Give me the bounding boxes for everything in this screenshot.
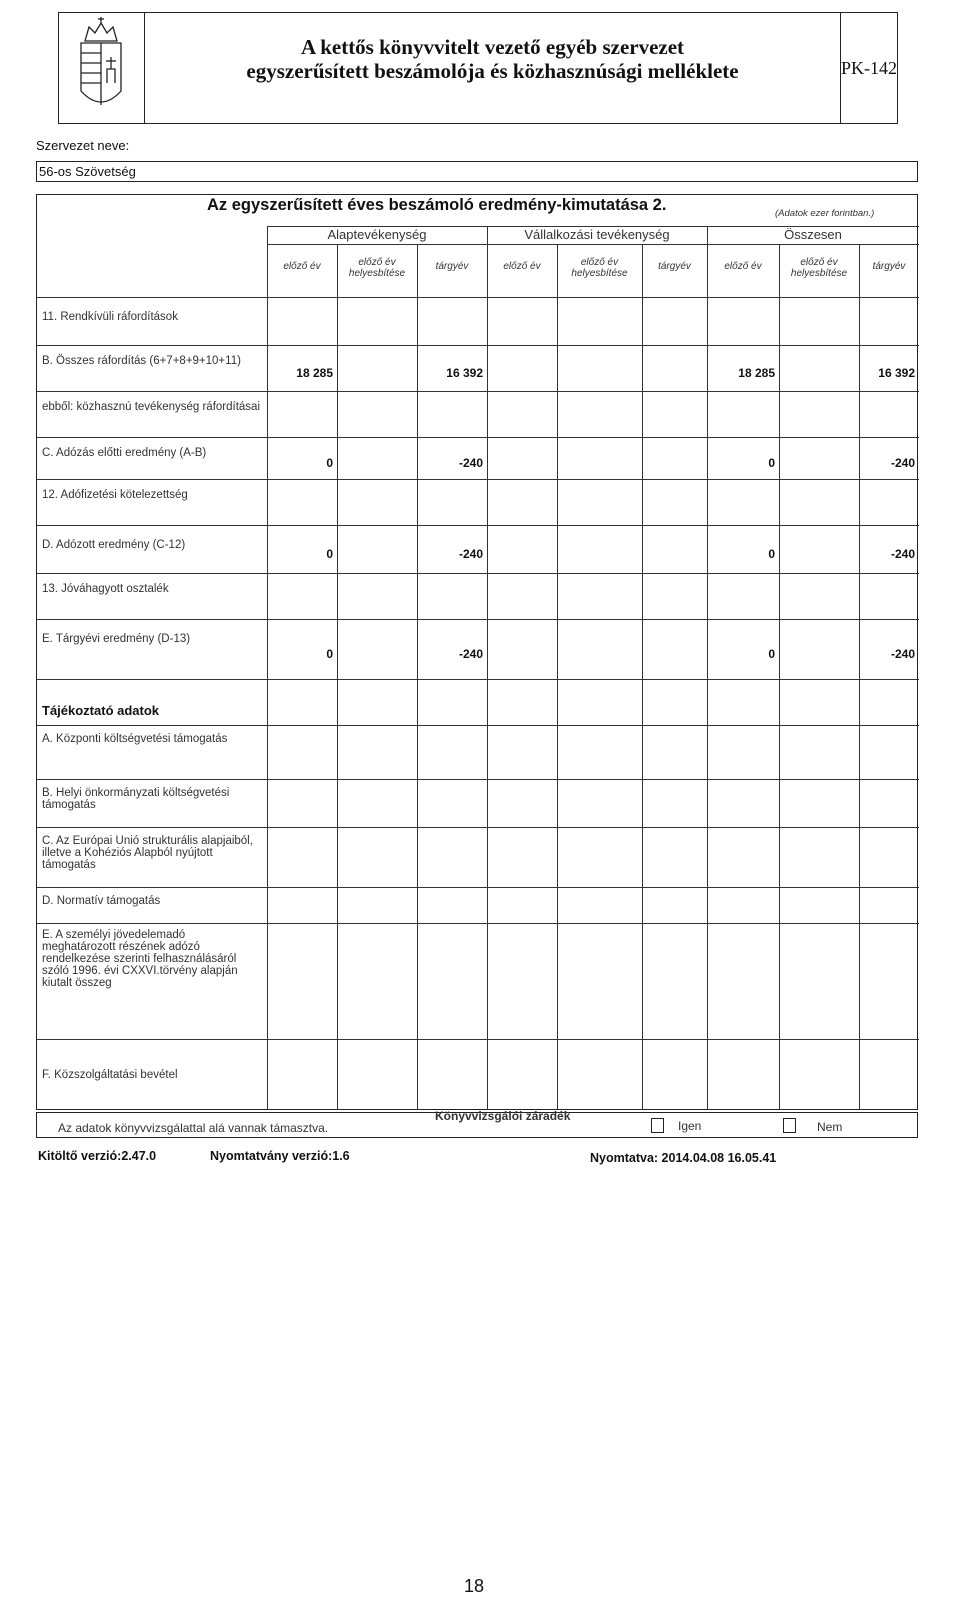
row-separator xyxy=(37,479,919,480)
no-label: Nem xyxy=(817,1120,843,1134)
info-row-label: E. A személyi jövedelemadó meghatározott részének adózó rendelkezése szerinti felhasználásáról szóló 1996. évi CXXVI.törvény alapján kiutalt összeg xyxy=(42,929,238,989)
row-label: 11. Rendkívüli ráfordítások xyxy=(42,311,178,323)
info-row-label: C. Az Európai Unió strukturális alapjaiból, illetve a Kohéziós Alapból nyújtott támogatás xyxy=(42,835,253,871)
column-divider xyxy=(267,226,268,1110)
value-cell[interactable]: 0 xyxy=(768,456,775,470)
row-separator xyxy=(37,887,919,888)
form-title-line2: egyszerűsített beszámolója és közhasznúsági melléklete xyxy=(246,59,739,83)
value-cell[interactable]: -240 xyxy=(458,456,483,470)
no-checkbox[interactable] xyxy=(783,1118,796,1133)
row-separator xyxy=(37,1039,919,1040)
value-cell[interactable]: 0 xyxy=(768,547,775,561)
row-separator xyxy=(37,525,919,526)
info-section-title: Tájékoztató adatok xyxy=(42,703,160,718)
row-separator xyxy=(37,573,919,574)
row-separator xyxy=(37,679,919,680)
row-separator xyxy=(37,827,919,828)
subcolumn-header: előző év helyesbítése xyxy=(348,257,406,279)
subcolumn-header: tárgyév xyxy=(435,261,469,272)
subcolumn-header: előző év xyxy=(503,261,541,272)
row-separator xyxy=(37,923,919,924)
row-label: B. Összes ráfordítás (6+7+8+9+10+11) xyxy=(42,355,241,367)
audit-title: Könyvvizsgálói záradék xyxy=(435,1109,571,1123)
form-version: Nyomtatvány verzió:1.6 xyxy=(210,1149,350,1163)
column-divider xyxy=(707,226,708,1110)
yes-label: Igen xyxy=(678,1119,702,1133)
row-separator xyxy=(37,391,919,392)
form-code: PK-142 xyxy=(841,57,898,78)
column-divider xyxy=(859,244,860,1110)
info-row-label: D. Normatív támogatás xyxy=(42,895,161,907)
subcolumn-header: tárgyév xyxy=(658,261,691,272)
value-cell[interactable]: -240 xyxy=(890,647,915,661)
value-cell[interactable]: -240 xyxy=(890,547,915,561)
group-header-business: Vállalkozási tevékenység xyxy=(524,227,670,242)
value-cell[interactable]: 16 392 xyxy=(878,366,915,380)
subcolumn-header: előző év xyxy=(724,261,762,272)
subcolumn-header: előző év xyxy=(283,261,321,272)
row-label: E. Tárgyévi eredmény (D-13) xyxy=(42,633,191,645)
value-cell[interactable]: 18 285 xyxy=(296,366,333,380)
value-cell[interactable]: 0 xyxy=(326,547,333,561)
yes-checkbox[interactable] xyxy=(651,1118,664,1133)
info-row-label: B. Helyi önkormányzati költségvetési támogatás xyxy=(42,787,230,811)
value-cell[interactable]: 18 285 xyxy=(738,366,775,380)
row-label: D. Adózott eredmény (C-12) xyxy=(42,539,186,551)
organization-label: Szervezet neve: xyxy=(36,138,130,153)
form-header xyxy=(58,12,898,124)
column-divider xyxy=(487,226,488,1110)
form-title xyxy=(145,13,841,123)
statement-title: Az egyszerűsített éves beszámoló eredmény-kimutatása 2. xyxy=(207,196,667,214)
row-label: 13. Jóváhagyott osztalék xyxy=(42,583,169,595)
value-cell[interactable]: -240 xyxy=(458,647,483,661)
row-separator xyxy=(37,345,919,346)
value-cell[interactable]: -240 xyxy=(890,456,915,470)
row-label: ebből: közhasznú tevékenység ráfordításai xyxy=(42,401,260,413)
column-divider xyxy=(642,244,643,1110)
info-row-label: A. Központi költségvetési támogatás xyxy=(42,733,228,745)
form-title-line1: A kettős könyvvitelt vezető egyéb szervezet xyxy=(300,35,685,59)
row-separator xyxy=(37,437,919,438)
column-divider xyxy=(337,244,338,1110)
row-label: C. Adózás előtti eredmény (A-B) xyxy=(42,447,207,459)
unit-note: (Adatok ezer forintban.) xyxy=(775,208,875,219)
row-separator xyxy=(37,779,919,780)
printed-timestamp: Nyomtatva: 2014.04.08 16.05.41 xyxy=(590,1151,777,1165)
subcolumn-header: tárgyév xyxy=(872,261,906,272)
filler-version: Kitöltő verzió:2.47.0 xyxy=(38,1149,157,1163)
page-number: 18 xyxy=(464,1576,485,1596)
row-label: 12. Adófizetési kötelezettség xyxy=(42,489,188,501)
column-divider xyxy=(417,244,418,1110)
section-separator xyxy=(37,725,919,726)
value-cell[interactable]: 0 xyxy=(326,456,333,470)
group-header-total: Összesen xyxy=(784,227,842,242)
subcolumn-header: előző év helyesbítése xyxy=(790,257,848,279)
row-separator xyxy=(37,619,919,620)
value-cell[interactable]: 0 xyxy=(326,647,333,661)
value-cell[interactable]: -240 xyxy=(458,547,483,561)
audit-statement: Az adatok könyvvizsgálattal alá vannak támasztva. xyxy=(58,1121,329,1135)
column-divider xyxy=(779,244,780,1110)
organization-name-field[interactable]: 56-os Szövetség xyxy=(36,161,918,182)
hungarian-coat-of-arms-icon xyxy=(59,13,145,123)
value-cell[interactable]: 16 392 xyxy=(446,366,483,380)
value-cell[interactable]: 0 xyxy=(768,647,775,661)
subcolumn-header: előző év helyesbítése xyxy=(571,257,628,279)
column-divider xyxy=(557,244,558,1110)
income-statement-table xyxy=(36,194,918,1110)
group-header-basic: Alaptevékenység xyxy=(327,227,427,242)
audit-box xyxy=(36,1109,918,1138)
info-row-label: F. Közszolgáltatási bevétel xyxy=(42,1069,178,1081)
